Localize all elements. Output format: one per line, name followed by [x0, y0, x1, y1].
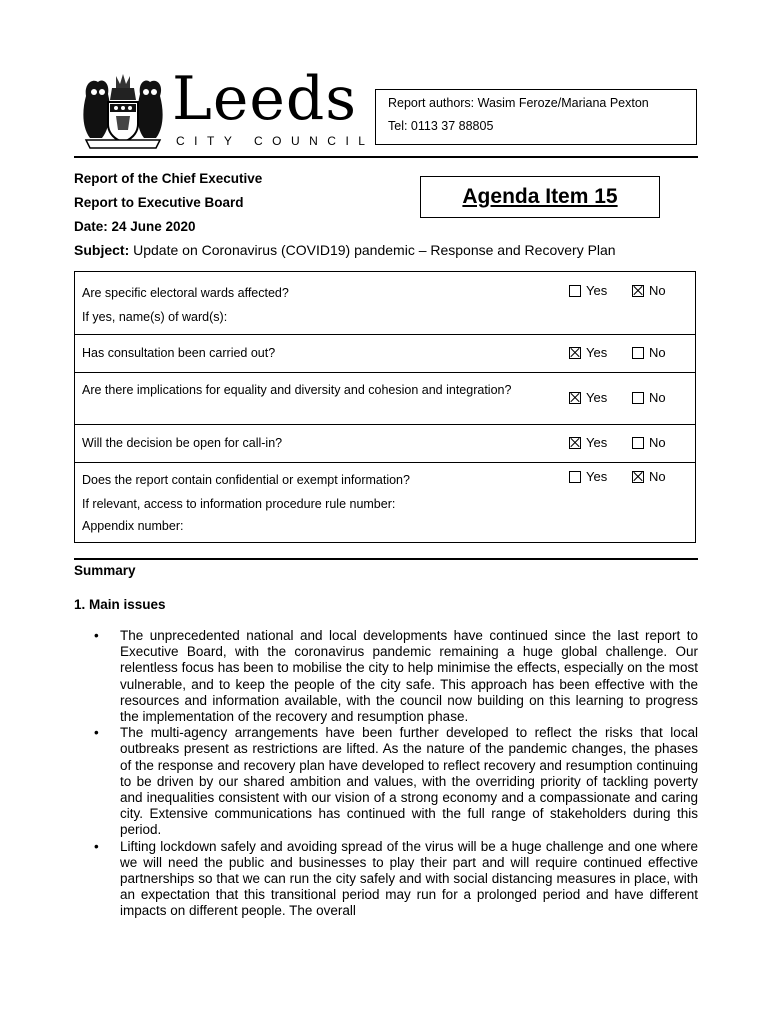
q1-no-option[interactable]: No — [632, 283, 666, 298]
logo-subtitle: CITY COUNCIL — [176, 134, 375, 148]
q2-yes-option[interactable]: Yes — [569, 345, 607, 360]
checkbox-icon[interactable] — [632, 347, 644, 359]
question-appendix-number: Appendix number: — [82, 519, 184, 533]
council-crest-icon — [80, 70, 166, 152]
checked-checkbox-icon[interactable] — [632, 471, 644, 483]
q5-yes-option[interactable]: Yes — [569, 469, 607, 484]
subject-label: Subject: — [74, 242, 130, 258]
q2-no-option[interactable]: No — [632, 345, 666, 360]
q3-yes-option[interactable]: Yes — [569, 390, 607, 405]
table-row-divider — [75, 424, 695, 425]
checked-checkbox-icon[interactable] — [632, 285, 644, 297]
table-row-divider — [75, 462, 695, 463]
question-access-rule: If relevant, access to information procedure rule number: — [82, 497, 396, 511]
question-ward-names: If yes, name(s) of ward(s): — [82, 310, 228, 324]
list-item: • The unprecedented national and local developments have continued since the last report to Executive Board, with the coronavirus pandemic remaining a huge global challenge. Our relentless focus has been to mobilise the city to help minimise the effects, especially on the most vulnerable, and to keep the people of the city safe. This approach has been effective with the resources and information available, with the council now building on this learning to progress the implementation of the recovery and resumption phase. — [94, 628, 698, 725]
subject-text: Update on Coronavirus (COVID19) pandemic – Response and Recovery Plan — [129, 242, 616, 258]
questions-table — [74, 271, 696, 543]
checkbox-icon[interactable] — [632, 437, 644, 449]
list-item: • Lifting lockdown safely and avoiding spread of the virus will be a huge challenge and one where we will need the public and businesses to play their part and will require continued effective partnerships so that we can run the city safely and with social distancing measures in place, with an expectation that this transitional period may run for a prolonged period and have different impacts on different people. The overall — [94, 838, 698, 919]
agenda-item-box — [420, 176, 660, 218]
bullet-icon: • — [94, 628, 99, 643]
report-telephone: Tel: 0113 37 88805 — [388, 119, 494, 133]
q1-yes-option[interactable]: Yes — [569, 283, 607, 298]
main-issues-list — [92, 628, 698, 920]
question-consultation: Has consultation been carried out? — [82, 346, 276, 360]
question-electoral-wards: Are specific electoral wards affected? — [82, 286, 289, 300]
question-call-in: Will the decision be open for call-in? — [82, 436, 283, 450]
report-authors-box — [375, 89, 697, 145]
bullet-icon: • — [94, 838, 99, 854]
report-authors: Report authors: Wasim Feroze/Mariana Pexton — [388, 96, 649, 110]
agenda-item-title: Agenda Item 15 — [462, 185, 618, 208]
report-of: Report of the Chief Executive — [74, 171, 263, 186]
list-item: • The multi-agency arrangements have been further developed to reflect the risks that local outbreaks present as restrictions are lifted. As the nature of the pandemic changes, the phases of the response and recovery plan have developed to reflect recovery and resumption continuing to be driven by our shared ambition and values, with the overriding priority of tackling poverty and inequalities consistent with our vision of a strong economy and a compassionate and caring city. Extensive communications has continued with the full range of stakeholders during this period. — [94, 725, 698, 838]
checkbox-icon[interactable] — [632, 392, 644, 404]
summary-heading: Summary — [74, 563, 136, 578]
report-to: Report to Executive Board — [74, 195, 244, 210]
question-equality: Are there implications for equality and diversity and cohesion and integration? — [82, 383, 512, 397]
checkbox-icon[interactable] — [569, 285, 581, 297]
checked-checkbox-icon[interactable] — [569, 437, 581, 449]
table-row-divider — [75, 372, 695, 373]
checked-checkbox-icon[interactable] — [569, 347, 581, 359]
q5-no-option[interactable]: No — [632, 469, 666, 484]
table-row-divider — [75, 334, 695, 335]
checkbox-icon[interactable] — [569, 471, 581, 483]
section-divider — [74, 558, 698, 560]
q4-yes-option[interactable]: Yes — [569, 435, 607, 450]
main-issues-heading: 1. Main issues — [74, 597, 166, 612]
header-divider — [74, 156, 698, 158]
logo-wordmark: Leeds — [172, 64, 358, 134]
leeds-city-council-logo — [80, 64, 375, 152]
bullet-icon: • — [94, 725, 99, 741]
checked-checkbox-icon[interactable] — [569, 392, 581, 404]
report-date: Date: 24 June 2020 — [74, 219, 196, 234]
q3-no-option[interactable]: No — [632, 390, 666, 405]
question-confidential: Does the report contain confidential or exempt information? — [82, 473, 410, 487]
report-subject — [74, 242, 616, 258]
q4-no-option[interactable]: No — [632, 435, 666, 450]
